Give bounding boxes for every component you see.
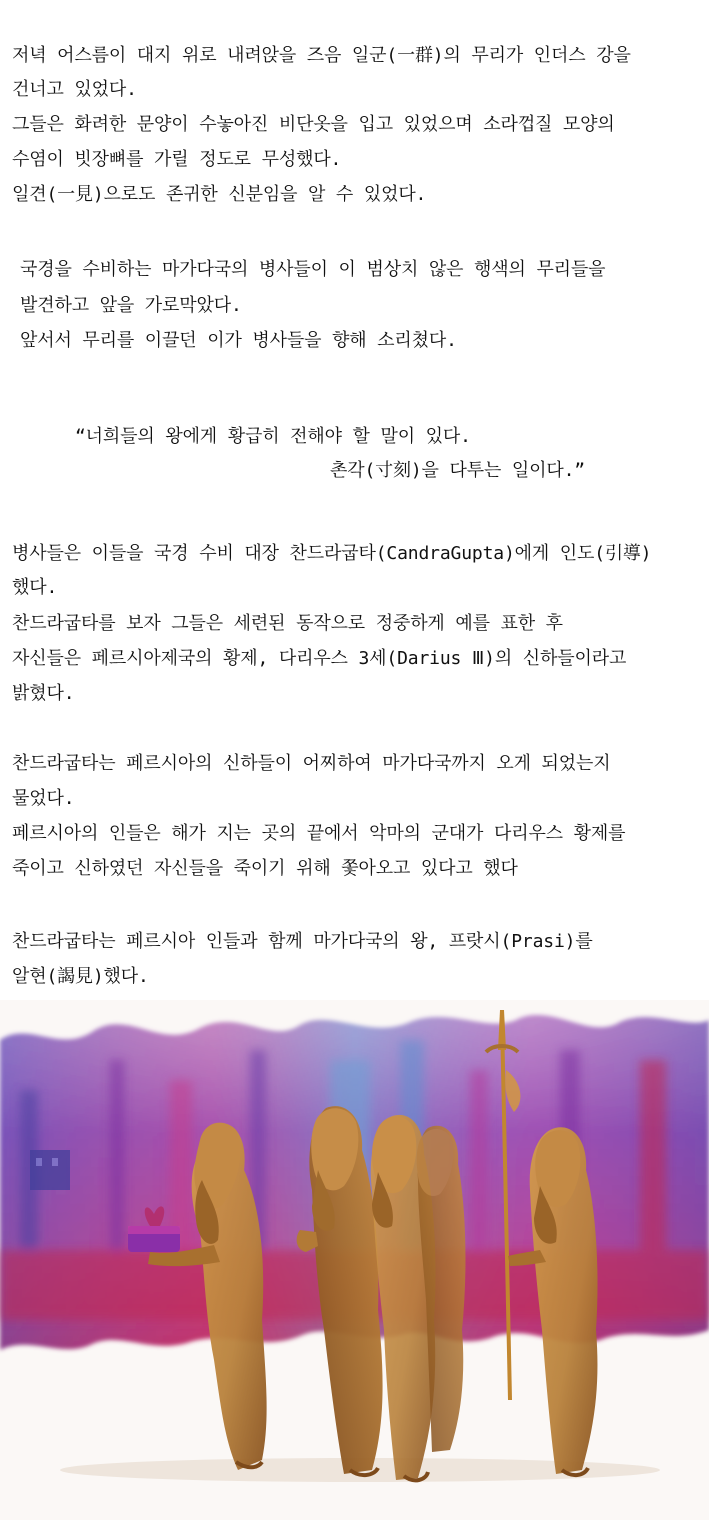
text-line: 물었다.: [12, 788, 75, 809]
text-line: 밝혔다.: [12, 683, 75, 704]
text-line: 찬드라굽타를 보자 그들은 세련된 동작으로 정중하게 예를 표한 후: [12, 613, 563, 634]
text-line: 수염이 빗장뼈를 가릴 정도로 무성했다.: [12, 149, 342, 170]
watercolor-illustration: [0, 1000, 709, 1520]
text-line: 건너고 있었다.: [12, 79, 137, 100]
text-line: 페르시아의 인들은 해가 지는 곳의 끝에서 악마의 군대가 다리우스 황제를: [12, 823, 626, 844]
text-line: 찬드라굽타는 페르시아의 신하들이 어찌하여 마가다국까지 오게 되었는지: [12, 753, 611, 774]
text-line: 알현(謁見)했다.: [12, 966, 149, 987]
text-line: 병사들은 이들을 국경 수비 대장 찬드라굽타(CandraGupta)에게 인도(引導): [12, 543, 652, 564]
quote-line: “너희들의 왕에게 황급히 전해야 할 말이 있다.: [75, 426, 471, 447]
text-line: 앞서서 무리를 이끌던 이가 병사들을 향해 소리쳤다.: [20, 330, 457, 351]
text-line: 그들은 화려한 문양이 수놓아진 비단옷을 입고 있었으며 소라껍질 모양의: [12, 114, 615, 135]
quote-line: 촌각(寸刻)을 다투는 일이다.”: [330, 460, 585, 481]
text-line: 일견(一見)으로도 존귀한 신분임을 알 수 있었다.: [12, 184, 427, 205]
text-line: 국경을 수비하는 마가다국의 병사들이 이 범상치 않은 행색의 무리들을: [20, 259, 606, 280]
text-line: 발견하고 앞을 가로막았다.: [20, 295, 242, 316]
text-line: 했다.: [12, 577, 58, 598]
text-line: 찬드라굽타는 페르시아 인들과 함께 마가다국의 왕, 프랏시(Prasi)를: [12, 931, 593, 952]
text-line: 저녁 어스름이 대지 위로 내려앉을 즈음 일군(一群)의 무리가 인더스 강을: [12, 45, 631, 66]
distant-building: [30, 1150, 70, 1190]
illustration-canvas: [0, 1000, 709, 1520]
text-line: 죽이고 신하였던 자신들을 죽이기 위해 쫓아오고 있다고 했다: [12, 858, 518, 879]
text-line: 자신들은 페르시아제국의 황제, 다리우스 3세(Darius Ⅲ)의 신하들이라고: [12, 648, 627, 669]
